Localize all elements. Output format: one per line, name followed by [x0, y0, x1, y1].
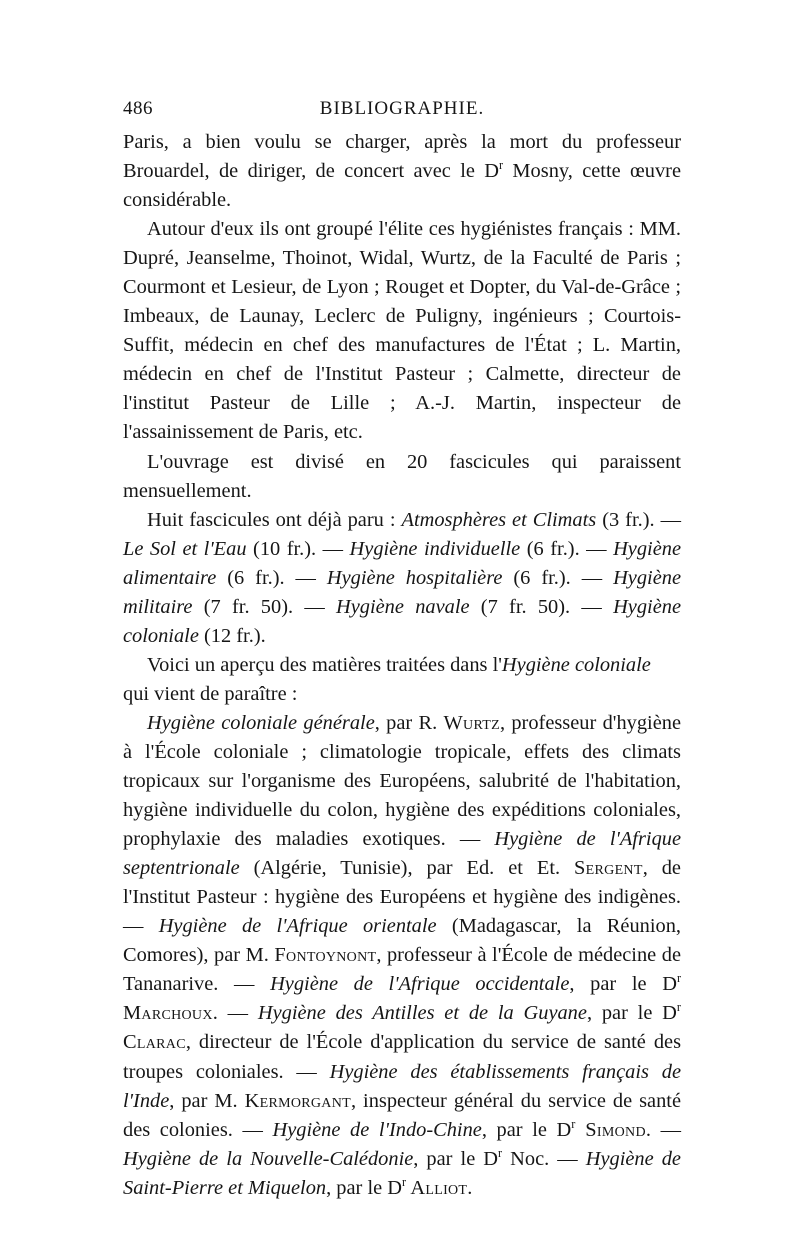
- superscript: r: [676, 971, 682, 986]
- title-italic: Hygiène de l'Afrique septentrionale: [123, 828, 682, 880]
- title-italic: Hygiène hospitalière: [326, 566, 503, 589]
- paragraph-contributors: [123, 215, 681, 447]
- title-italic: Hygiène alimentaire: [123, 537, 681, 589]
- superscript: r: [571, 1116, 576, 1131]
- title-italic: Hygiène militaire: [123, 566, 681, 618]
- text-run: (7 fr. 50). —: [469, 595, 614, 618]
- page-header: [123, 98, 681, 128]
- superscript: r: [498, 1145, 503, 1160]
- title-italic: Hygiène coloniale: [501, 653, 651, 676]
- superscript: r: [499, 158, 504, 173]
- title-italic: Hygiène de la Nouvelle-Calédonie: [123, 1147, 414, 1170]
- title-italic: Hygiène de l'Indo-Chine: [272, 1118, 482, 1141]
- author-name: Fontoynont: [274, 944, 377, 967]
- text-run: , inspecteur général du service de santé des colonies. —: [123, 1089, 681, 1141]
- text-run: , par M.: [169, 1089, 245, 1112]
- author-name: Wurtz: [443, 711, 500, 734]
- paragraph-continuation: [123, 128, 681, 215]
- text-run: (6 fr.). —: [502, 566, 614, 589]
- text-run: , par le D: [481, 1118, 572, 1141]
- text-run: . —: [645, 1118, 681, 1141]
- author-name: Sergent: [574, 857, 643, 880]
- text-run: , par R.: [374, 711, 444, 734]
- title-italic: Hygiène de l'Afrique occidentale: [270, 973, 570, 996]
- text-run: , directeur de l'École d'application du service de santé des troupes coloniales. —: [123, 1031, 681, 1083]
- text-run: Paris, a bien voulu se charger, après la mort du professeur Brouardel, de diriger, de concert avec le D: [123, 131, 681, 183]
- title-italic: Hygiène individuelle: [349, 537, 521, 560]
- title-italic: Hygiène des établissements français de l'Inde: [123, 1060, 681, 1112]
- text-run: Mosny, cette œuvre considérable.: [123, 160, 681, 212]
- author-name: Simond: [575, 1118, 646, 1141]
- author-name: Clarac: [123, 1031, 186, 1054]
- text-run: (7 fr. 50). —: [192, 595, 336, 618]
- text-run: (6 fr.). —: [216, 566, 327, 589]
- text-run: , professeur d'hygiène à l'École coloniale ; climatologie tropicale, effets des climats tropicaux sur l'organisme des Européens, salubrité de l'habitation, hygiène individuelle du colon, hygiène des expéditions coloniales, prophylaxie des maladies exotiques. —: [123, 711, 681, 851]
- text-run: (12 fr.).: [198, 624, 266, 647]
- text-run: Noc. —: [502, 1147, 586, 1170]
- text-run: , par le D: [326, 1176, 402, 1199]
- text-run: , par le D: [413, 1147, 499, 1170]
- title-italic: Hygiène des Antilles et de la Guyane: [257, 1002, 587, 1025]
- paragraph-published: [123, 506, 681, 651]
- text-run: (6 fr.). —: [520, 537, 614, 560]
- running-head: BIBLIOGRAPHIE.: [319, 98, 485, 119]
- paragraph-overview: [123, 651, 681, 709]
- text-run: Autour d'eux ils ont groupé l'élite ces hygiénistes français : MM. Dupré, Jeanselme, Thoinot, Widal, Wurtz, de la Faculté de Paris ; Courmont et Lesieur, de Lyon ; Rouget et Dopter, du Val-de-Grâce ; Imbeaux, de Launay, Leclerc de Puligny, ingénieurs ; Courtois-Suffit, médecin en chef des manufactures de l'État ; L. Martin, médecin en chef de l'Institut Pasteur ; Calmette, directeur de l'institut Pasteur de Lille ; A.-J. Martin, inspecteur de l'assainissement de Paris, etc.: [123, 218, 681, 444]
- text-run: (10 fr.). —: [246, 537, 350, 560]
- superscript: r: [676, 1000, 681, 1015]
- title-italic: Hygiène coloniale générale: [147, 711, 375, 734]
- superscript: r: [401, 1174, 407, 1189]
- title-italic: Le Sol et l'Eau: [123, 537, 247, 560]
- page-number: 486: [123, 98, 153, 119]
- text-run: , de l'Institut Pasteur : hygiène des Européens et hygiène des indigènes. —: [123, 857, 681, 938]
- paragraph-contents: [123, 709, 681, 1203]
- text-run: (3 fr.). —: [596, 508, 681, 531]
- title-italic: Hygiène de Saint-Pierre et Miquelon: [123, 1147, 681, 1199]
- author-name: Kermorgant: [244, 1089, 351, 1112]
- text-run: , par le D: [569, 973, 677, 996]
- text-run: (Algérie, Tunisie), par Ed. et Et.: [239, 857, 575, 880]
- author-name: Alliot: [406, 1176, 468, 1199]
- title-italic: Hygiène navale: [336, 595, 470, 618]
- text-run: Huit fascicules ont déjà paru :: [147, 508, 402, 531]
- text-run: .: [467, 1176, 473, 1199]
- text-run: L'ouvrage est divisé en 20 fascicules qui paraissent mensuellement.: [123, 450, 681, 502]
- text-run: , par le D: [586, 1002, 677, 1025]
- title-italic: Hygiène coloniale: [123, 595, 681, 647]
- text-run: . —: [212, 1002, 258, 1025]
- title-italic: Hygiène de l'Afrique orientale: [158, 915, 437, 938]
- body-text: [123, 128, 681, 1203]
- title-italic: Atmosphères et Climats: [401, 508, 597, 531]
- text-run: qui vient de paraître :: [123, 682, 298, 705]
- author-name: Marchoux: [123, 1002, 213, 1025]
- text-run: Voici un aperçu des matières traitées dans l': [147, 653, 502, 676]
- paragraph-fascicules: [123, 448, 681, 506]
- text-run: (Madagascar, la Réunion, Comores), par M.: [123, 915, 681, 967]
- text-run: , professeur à l'École de médecine de Tananarive. —: [123, 944, 682, 996]
